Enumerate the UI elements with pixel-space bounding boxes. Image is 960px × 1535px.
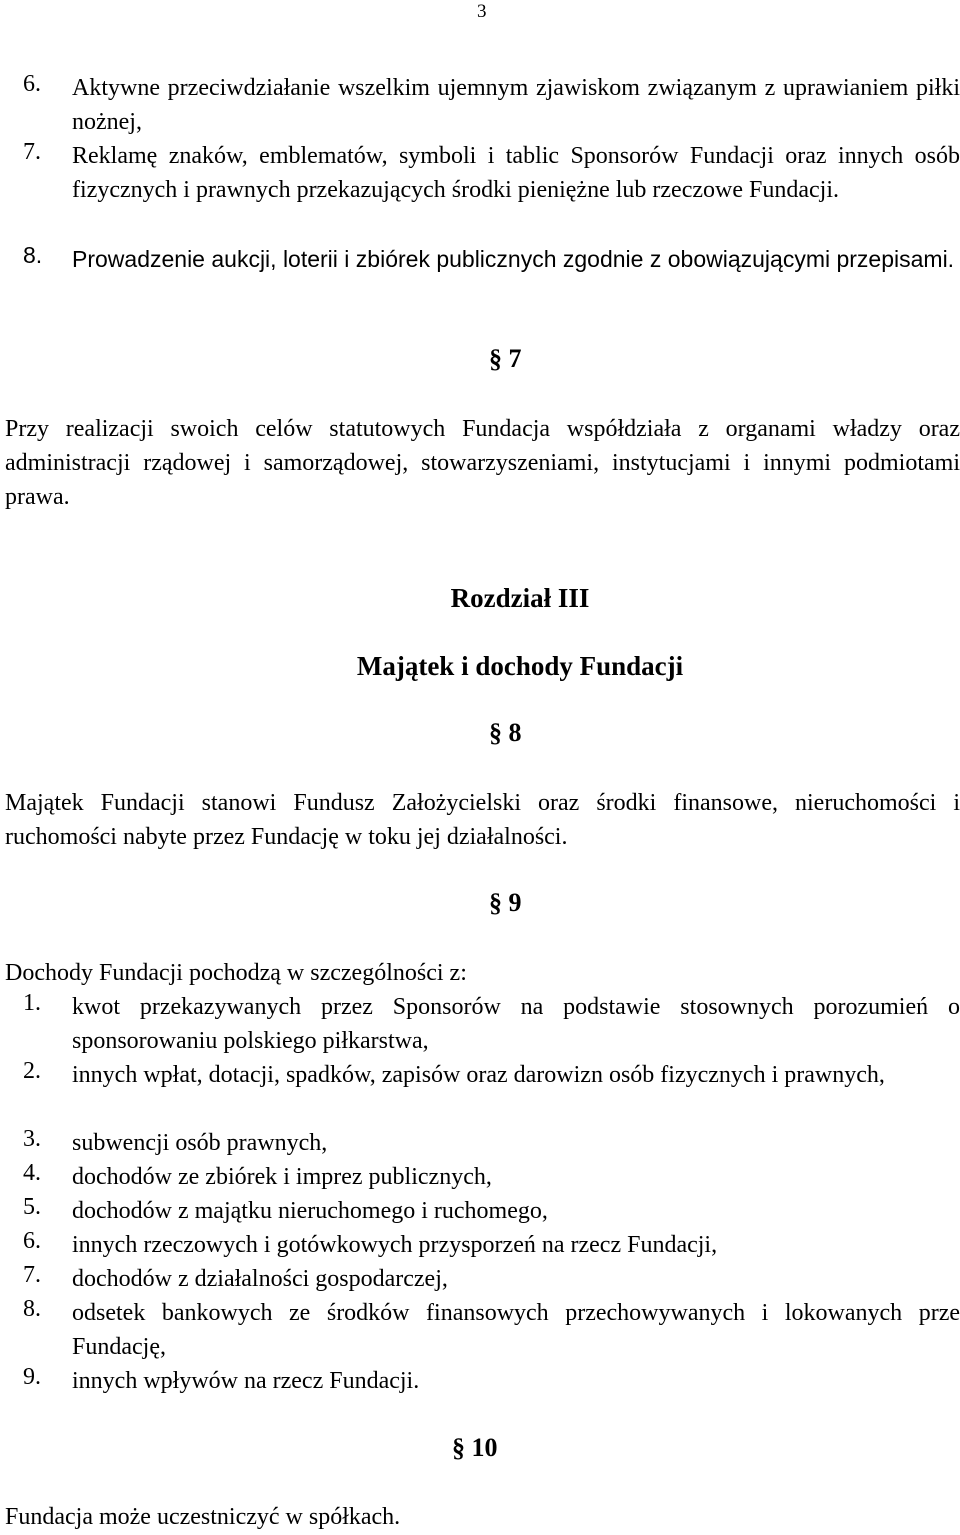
list-item-text: subwencji osób prawnych, — [72, 1130, 328, 1156]
list-item-number: 9. — [23, 1364, 41, 1390]
section-10-label: § 10 — [452, 1433, 498, 1462]
list-item-number: 8. — [23, 242, 43, 268]
list-item-text: innych rzeczowych i gotówkowych przysporzeń na rzecz Fundacji, — [72, 1232, 718, 1258]
list-item-number: 6. — [23, 1228, 41, 1254]
list-item-number: 4. — [23, 1160, 41, 1186]
list-item-number: 7. — [23, 139, 41, 165]
list-item-text: kwot przekazywanych przez Sponsorów na podstawie stosownych porozumień o sponsorowaniu polskiego piłkarstwa, — [72, 994, 960, 1054]
section-8-label: § 8 — [489, 718, 522, 747]
list-item-text: Aktywne przeciwdziałanie wszelkim ujemnym zjawiskom związanym z uprawianiem piłki nożnej, — [72, 75, 960, 135]
list-item-text: dochodów ze zbiórek i imprez publicznych, — [72, 1164, 492, 1190]
section-7-label: § 7 — [489, 344, 522, 373]
list-item-text: odsetek bankowych ze środków finansowych przechowywanych i lokowanych prze Fundację, — [72, 1300, 960, 1360]
chapter-subtitle: Majątek i dochody Fundacji — [356, 651, 684, 681]
list-item-number: 5. — [23, 1194, 41, 1220]
list-item-number: 3. — [23, 1126, 41, 1152]
list-item-number: 6. — [23, 71, 41, 97]
section-10-text: Fundacja może uczestniczyć w spółkach. — [5, 1504, 401, 1530]
chapter-title: Rozdział III — [450, 583, 590, 613]
list-item-text: innych wpływów na rzecz Fundacji. — [72, 1368, 420, 1394]
list-item-text: innych wpłat, dotacji, spadków, zapisów oraz darowizn osób fizycznych i prawnych, — [72, 1062, 885, 1088]
section-8-text: Majątek Fundacji stanowi Fundusz Założycielski oraz środki finansowe, nieruchomości i ruchomości nabyte przez Fundację w toku jej działalności. — [5, 790, 960, 850]
section-9-label: § 9 — [489, 888, 522, 917]
section-7-text: Przy realizacji swoich celów statutowych Fundacja współdziała z organami władzy oraz administracji rządowej i samorządowej, stowarzyszeniami, instytucjami i innymi podmiotami prawa. — [5, 416, 960, 510]
list-item-text: Prowadzenie aukcji, loterii i zbiórek publicznych zgodnie z obowiązującymi przepisami. — [72, 246, 955, 272]
list-item-number: 8. — [23, 1296, 41, 1322]
page-number: 3 — [477, 1, 487, 22]
list-item-text: Reklamę znaków, emblematów, symboli i tablic Sponsorów Fundacji oraz innych osób fizycznych i prawnych przekazujących środki pieniężne lub rzeczowe Fundacji. — [72, 143, 960, 203]
list-item-text: dochodów z majątku nieruchomego i ruchomego, — [72, 1198, 548, 1224]
section-9-intro: Dochody Fundacji pochodzą w szczególności z: — [5, 960, 467, 986]
list-item-number: 1. — [23, 990, 41, 1016]
list-item-text: dochodów z działalności gospodarczej, — [72, 1266, 448, 1292]
list-item-number: 2. — [23, 1058, 41, 1084]
list-item-number: 7. — [23, 1262, 41, 1288]
